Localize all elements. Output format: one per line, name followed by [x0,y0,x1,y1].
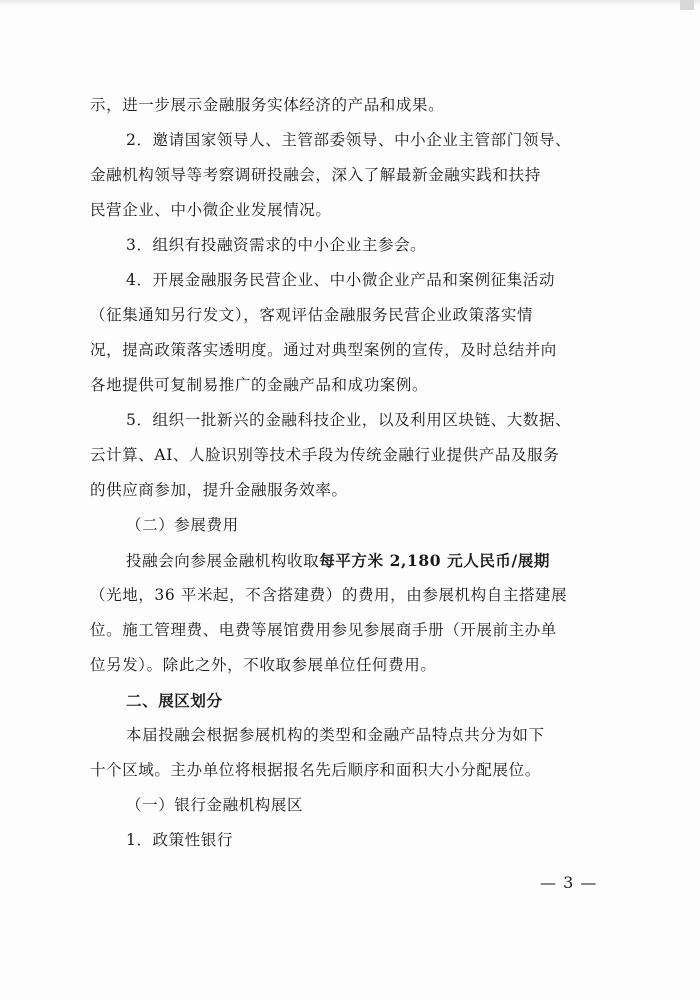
list-item-5-line: 的供应商参加，提升金融服务效率。 [90,481,348,499]
list-item-4-line: 况，提高政策落实透明度。通过对典型案例的宣传，及时总结并向 [90,341,557,359]
list-item-3-line: 3．组织有投融资需求的中小企业主参会。 [126,236,427,254]
paragraph-line: 示，进一步展示金融服务实体经济的产品和成果。 [90,96,445,114]
fee-paragraph-line [90,543,614,578]
list-item-2-line: 2．邀请国家领导人、主管部委领导、中小企业主管部门领导、 [126,131,572,149]
list-item-4-line: 各地提供可复制易推广的金融产品和成功案例。 [90,376,429,394]
list-item-1-line: 1．政策性银行 [126,831,234,849]
scan-corner-mark [680,0,694,10]
list-item-2-line: 金融机构领导等考察调研投融会，深入了解最新金融实践和扶持 [90,166,541,184]
fee-paragraph-line: （光地，36 平米起，不含搭建费）的费用，由参展机构自主搭建展 [90,586,568,604]
document-body [90,88,614,858]
paragraph-line: 本届投融会根据参展机构的类型和金融产品特点共分为如下 [126,726,545,744]
scan-edge [0,0,700,6]
page-number: — 3 — [540,873,598,892]
list-item-4-line: （征集通知另行发文），客观评估金融服务民营企业政策落实情 [90,306,534,324]
fee-paragraph-line: 位另发）。除此之外，不收取参展单位任何费用。 [90,656,437,674]
subsection-heading: （一）银行金融机构展区 [126,796,304,814]
list-item-2-line: 民营企业、中小微企业发展情况。 [90,201,332,219]
fee-paragraph-line: 位。施工管理费、电费等展馆费用参见参展商手册（开展前主办单 [90,621,557,639]
subsection-heading: （二）参展费用 [126,516,239,534]
paragraph-line: 十个区域。主办单位将根据报名先后顺序和面积大小分配展位。 [90,761,541,779]
fee-amount: 每平方米 2,180 元人民币/展期 [319,551,550,570]
fee-text: 投融会向参展金融机构收取 [126,552,320,570]
section-heading: 二、展区划分 [126,691,223,710]
list-item-5-line: 5．组织一批新兴的金融科技企业，以及利用区块链、大数据、 [126,411,572,429]
list-item-5-line: 云计算、AI、人脸识别等技术手段为传统金融行业提供产品及服务 [90,446,560,464]
list-item-4-line: 4．开展金融服务民营企业、中小微企业产品和案例征集活动 [126,271,556,289]
